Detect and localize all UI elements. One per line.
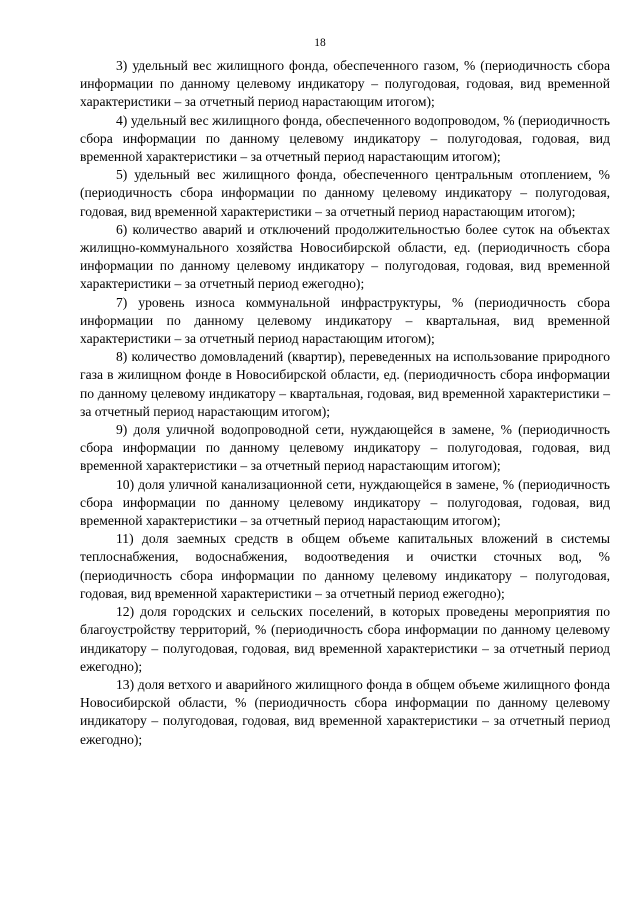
document-body (80, 57, 610, 749)
indicator-item-11: 11) доля заемных средств в общем объеме капитальных вложений в системы теплоснабжения, водоснабжения, водоотведения и очистки сточных вод, % (периодичность сбора информации по данному целевому индикатору – полугодовая, годовая, вид временной характеристики – за отчетный период ежегодно); (80, 531, 610, 601)
indicator-item-9: 9) доля уличной водопроводной сети, нуждающейся в замене, % (периодичность сбора информации по данному целевому индикатору – полугодовая, годовая, вид временной характеристики – за отчетный период нарастающим итогом); (80, 422, 610, 474)
indicator-item-12: 12) доля городских и сельских поселений, в которых проведены мероприятия по благоустройству территорий, % (периодичность сбора информации по данному целевому индикатору – полугодовая, годовая, вид временной характеристики – за отчетный период ежегодно); (80, 604, 610, 674)
indicator-item-8: 8) количество домовладений (квартир), переведенных на использование природного газа в жилищном фонде в Новосибирской области, ед. (периодичность сбора информации по данному целевому индикатору – квартальная, годовая, вид временной характеристики – за отчетный период нарастающим итогом); (80, 349, 610, 419)
indicator-item-13: 13) доля ветхого и аварийного жилищного фонда в общем объеме жилищного фонда Новосибирской области, % (периодичность сбора информации по данному целевому индикатору – полугодовая, годовая, вид временной характеристики – за отчетный период ежегодно); (80, 676, 610, 747)
indicator-item-3: 3) удельный вес жилищного фонда, обеспеченного газом, % (периодичность сбора информации по данному целевому индикатору – полугодовая, годовая, вид временной характеристики – за отчетный период нарастающим итогом); (80, 58, 610, 110)
indicator-item-7: 7) уровень износа коммунальной инфраструктуры, % (периодичность сбора информации по данному целевому индикатору – квартальная, вид временной характеристики – за отчетный период нарастающим итогом); (80, 294, 610, 347)
page-number: 18 (314, 37, 326, 49)
indicator-item-6: 6) количество аварий и отключений продолжительностью более суток на объектах жилищно-коммунального хозяйства Новосибирской области, ед. (периодичность сбора информации по данному целевому индикатору – полугодовая, годовая, вид временной характеристики – за отчетный период ежегодно); (80, 221, 610, 292)
indicator-item-4: 4) удельный вес жилищного фонда, обеспеченного водопроводом, % (периодичность сбора информации по данному целевому индикатору – полугодовая, годовая, вид временной характеристики – за отчетный период нарастающим итогом); (80, 112, 610, 165)
indicator-item-10: 10) доля уличной канализационной сети, нуждающейся в замене, % (периодичность сбора информации по данному целевому индикатору – полугодовая, годовая, вид временной характеристики – за отчетный период нарастающим итогом); (80, 476, 610, 529)
indicator-item-5: 5) удельный вес жилищного фонда, обеспеченного центральным отоплением, % (периодичность сбора информации по данному целевому индикатору – полугодовая, годовая, вид временной характеристики – за отчетный период нарастающим итогом); (80, 167, 610, 219)
